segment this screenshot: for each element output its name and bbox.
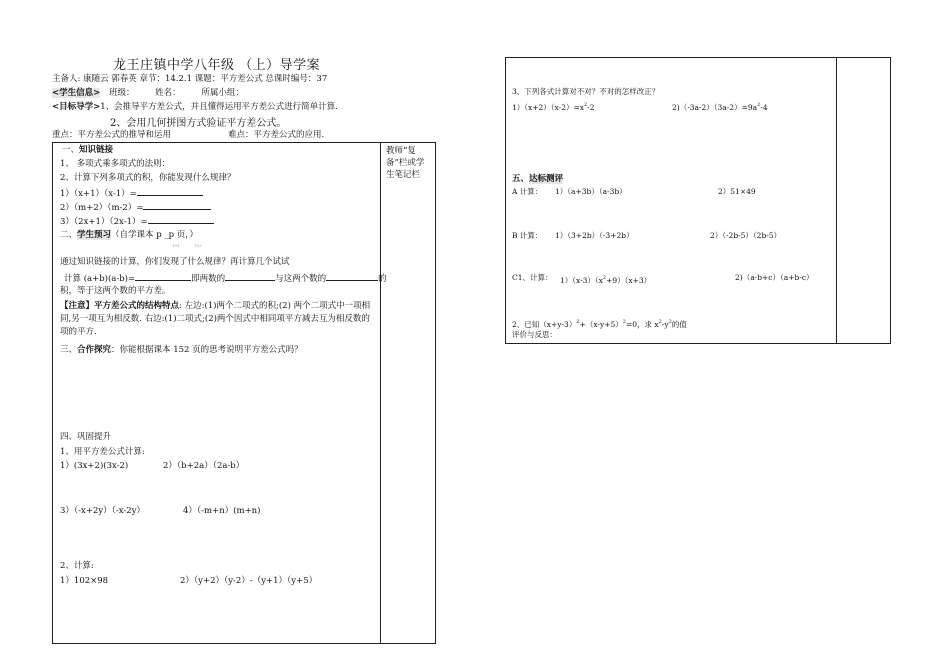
exponent: 2 bbox=[622, 319, 626, 325]
exercise-item: 1）102×98 bbox=[60, 576, 109, 586]
goal-label: <目标导学> bbox=[52, 102, 101, 112]
answer-blank[interactable] bbox=[326, 271, 378, 281]
exercise-expression: -2 bbox=[587, 103, 595, 112]
goal-1-text: 1、会推导平方差公式，并且懂得运用平方差公式进行简单计算. bbox=[100, 102, 338, 112]
answer-blank[interactable] bbox=[135, 271, 191, 281]
exercise-item: 3）（-x+2y）（-x-2y） bbox=[60, 506, 146, 516]
formula-text: 即两数的 bbox=[191, 274, 226, 284]
exercise-item: 1）(3x+2)(3x-2) bbox=[60, 461, 129, 471]
exercise-item: 2）（y+2）（y-2）-（y+1）（y+5） bbox=[180, 576, 318, 586]
right-column-divider bbox=[836, 57, 837, 344]
section-1-heading bbox=[62, 144, 113, 157]
exponent: 2 bbox=[668, 319, 672, 325]
section-3-rest: ：你能根据课本 152 页的思考说明平方差公式吗？ bbox=[111, 345, 303, 355]
page-ref-start: 151 bbox=[172, 243, 180, 248]
exercise-expression: 1）（x+1）（x-1）= bbox=[60, 189, 137, 199]
section-5-heading bbox=[512, 173, 563, 186]
exponent: 2 bbox=[602, 275, 607, 281]
section-2-prefix: 二、 bbox=[60, 230, 78, 240]
exponent: 2 bbox=[757, 102, 761, 108]
exercise-expression: -y bbox=[661, 320, 669, 329]
note-label: 【注意】平方差公式的结构特点 bbox=[60, 301, 180, 311]
exponent: 2 bbox=[576, 319, 580, 325]
exercise-item bbox=[60, 200, 211, 215]
exercise-item bbox=[672, 99, 768, 114]
notes-column-label: 教师“复备”栏或学生笔记栏 bbox=[386, 146, 425, 180]
level-b-label: B 计算： bbox=[512, 231, 543, 240]
answer-blank[interactable] bbox=[137, 186, 203, 196]
reflection-label: 评价与反思： bbox=[512, 330, 557, 339]
exercise-item: 2)（a-b+c）（a+b-c） bbox=[735, 273, 814, 282]
formula-prompt: 计算 (a+b)(a-b)= bbox=[64, 274, 136, 284]
section-3-title: 合作探究 bbox=[77, 345, 112, 355]
exercise-expression: 1）（x+2）（x-2）=x bbox=[512, 103, 584, 112]
section-3-prefix: 三、 bbox=[60, 345, 78, 355]
section-2-rest: （自学课本 p _p 页，） bbox=[111, 230, 199, 240]
page-title: 龙王庄镇中学八年级 （上）导学案 bbox=[113, 58, 321, 73]
exercise-expression: 2)（-3a-2）（3a-2）=9a bbox=[672, 103, 758, 112]
level-c-label: C1、计算： bbox=[512, 273, 553, 282]
exercise-expression: 2）（m+2）（m-2）= bbox=[60, 203, 144, 213]
exercise-expression: -4 bbox=[760, 103, 768, 112]
section-2-paragraph-1: 通过知识链接的计算，你们发现了什么规律？再计算几个试试 bbox=[60, 257, 290, 267]
section-1-q2: 2、计算下列多项式的积，你能发现什么规律？ bbox=[60, 173, 236, 183]
answer-blank[interactable] bbox=[143, 200, 211, 210]
student-info-line bbox=[52, 87, 244, 100]
exercise-expression: =0，求 x bbox=[625, 320, 659, 329]
answer-blank[interactable] bbox=[225, 271, 275, 281]
goal-2-text: 2、会用几何拼图方式验证平方差公式。 bbox=[110, 118, 287, 129]
exercise-item: 2）（b+2a）（2a-b） bbox=[163, 461, 245, 471]
exercise-item bbox=[560, 272, 651, 287]
exercise-item: 4）（-m+n）(m+n) bbox=[183, 506, 261, 516]
section-5-prefix: 五、 bbox=[512, 174, 530, 184]
section-2-paragraph-3: 积，等于这两个数的平方差。 bbox=[60, 286, 171, 296]
student-info-fields: 班级： 姓名： 所属小组： bbox=[108, 88, 244, 98]
exercise-item bbox=[60, 214, 214, 229]
exercise-expression: 的值 bbox=[671, 320, 687, 329]
exercise-expression: 2、已知（x+y-3） bbox=[512, 320, 577, 329]
formula-text: 的 bbox=[378, 274, 387, 284]
difficulty-text: 难点：平方差公式的应用. bbox=[228, 130, 325, 140]
student-info-label: <学生信息> bbox=[52, 88, 101, 98]
exponent: 2 bbox=[658, 319, 662, 325]
focus-text: 重点：平方差公式的推导和运用 bbox=[52, 130, 172, 140]
question-3: 3、下列各式计算对不对？不对的怎样改正？ bbox=[512, 87, 660, 96]
note-paragraph bbox=[60, 300, 376, 339]
section-1-q1: 1、 多项式乘多项式的法则： bbox=[60, 159, 171, 169]
exercise-item: 1）（a+3b）（a-3b） bbox=[555, 187, 627, 196]
note-text: : 左边:(1)两个二项式的积;(2) 两个二项式中一项相同,另一项互为相反数. 右边:(1)二项式;(2)两个因式中相同项平方减去互为相反数的项的平方. bbox=[60, 301, 371, 337]
section-4-q2: 2、计算: bbox=[60, 561, 94, 571]
exercise-item: 1）（3+2b）（-3+2b） bbox=[555, 231, 634, 240]
exercise-item bbox=[60, 186, 203, 201]
author-info-line: 主备人: 康随云 郭春英 章节：14.2.1 课题：平方差公式 总课时编号：37 bbox=[52, 74, 328, 84]
exercise-expression: 3）（2x+1）（2x-1）= bbox=[60, 217, 148, 227]
exponent: 2 bbox=[583, 102, 588, 108]
level-a-label: A 计算： bbox=[512, 187, 543, 196]
section-2-heading bbox=[60, 229, 198, 242]
section-5-title: 达标测评 bbox=[529, 174, 564, 184]
exercise-expression: 1）（x-3）（x bbox=[560, 276, 603, 285]
section-1-title: 知识链接 bbox=[79, 145, 114, 155]
exercise-expression: +9）（x+3） bbox=[606, 276, 652, 285]
exercise-item bbox=[512, 99, 594, 114]
section-4-q1: 1、用平方差公式计算: bbox=[60, 447, 145, 457]
exercise-item: 2）（-2b-5）（2b-5） bbox=[710, 231, 782, 240]
answer-blank[interactable] bbox=[148, 214, 214, 224]
section-3-heading bbox=[60, 344, 303, 357]
section-2-paragraph-2 bbox=[64, 271, 387, 286]
exercise-expression: +（x-y+5） bbox=[579, 320, 623, 329]
section-4-heading: 四、巩固提升 bbox=[60, 432, 112, 442]
page-ref-end: 153 bbox=[194, 243, 202, 248]
formula-text: 与这两个数的 bbox=[275, 274, 327, 284]
goal-line-1 bbox=[52, 101, 338, 114]
section-1-prefix: 一、 bbox=[62, 145, 80, 155]
left-column-divider bbox=[380, 142, 381, 644]
exercise-item: 2）51×49 bbox=[718, 187, 756, 196]
section-2-title: 学生预习 bbox=[77, 230, 112, 240]
